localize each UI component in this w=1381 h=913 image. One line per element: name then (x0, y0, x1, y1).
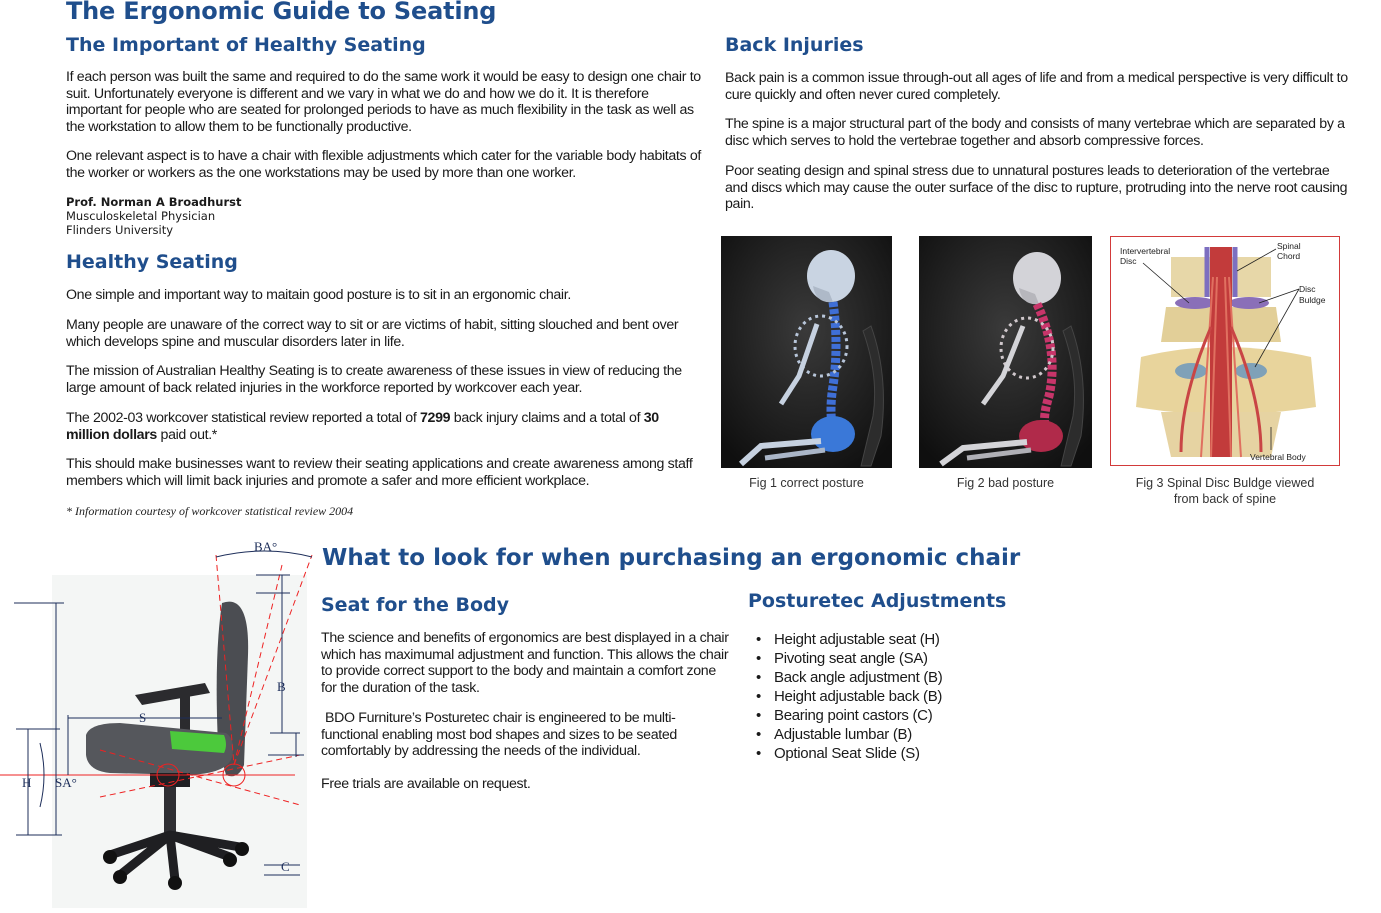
healthy-p4-text-c: back injury claims and a total of (450, 410, 644, 426)
adjustment-item: • Height adjustable seat (H) (752, 630, 1052, 649)
footnote: * Information courtesy of workcover statistical review 2004 (66, 504, 354, 518)
label-castors: C (281, 859, 290, 874)
healthy-paragraph-5: This should make businesses want to review their seating applications and create awareness among staff members which will limit back injuries and promote a safer and more efficient workplace. (66, 456, 693, 489)
adjustment-item: • Adjustable lumbar (B) (752, 725, 1052, 744)
seat-paragraph-2: BDO Furniture’s Posturetec chair is engineered to be multi-functional enabling most bod shapes and sizes to be seated comfortably by addressing the needs of the individual. (321, 710, 677, 759)
label-chord: Chord (1277, 251, 1301, 261)
adjustment-item: • Height adjustable back (B) (752, 687, 1052, 706)
figure-3-caption-line-2: from back of spine (1173, 491, 1277, 506)
spinal-disc-illustration (1111, 237, 1338, 464)
back-paragraph-1: Back pain is a common issue through-out all ages of life and from a medical perspective is very difficult to cure quickly and often never cured completely. (725, 70, 1348, 103)
figure-3-caption (1100, 476, 1350, 507)
healthy-paragraph-2: Many people are unaware of the correct way to sit or are victims of habit, sitting slouched and bent over which develops spine and muscular disorders later in life. (66, 317, 679, 350)
author-org: Flinders University (66, 223, 174, 237)
back-paragraph-3: Poor seating design and spinal stress due to unnatural postures leads to deterioration of the vertebrae and discs which may cause the outer surface of the disc to rupture, protruding into the nerve root causing pain. (725, 163, 1348, 212)
label-buldge: Buldge (1299, 295, 1326, 305)
label-spinal: Spinal (1277, 241, 1301, 251)
figure-correct-posture (721, 236, 892, 468)
author-block (66, 195, 242, 237)
adjustment-item: • Bearing point castors (C) (752, 706, 1052, 725)
adjustment-item: • Back angle adjustment (B) (752, 668, 1052, 687)
adjustment-item: • Pivoting seat angle (SA) (752, 649, 1052, 668)
healthy-heading: Healthy Seating (66, 251, 238, 273)
healthy-paragraph-1: One simple and important way to maitain good posture is to sit in an ergonomic chair. (66, 287, 571, 303)
healthy-paragraph-4 (66, 410, 702, 443)
seat-paragraph-1: The science and benefits of ergonomics are best displayed in a chair which has maximumal adjustment and function. This allows the chair to provide correct support to the body and maintain a comfort zone for the duration of the task. (321, 630, 729, 696)
healthy-payout-amount: 30 million dollars (66, 410, 659, 443)
important-paragraph-1: If each person was built the same and required to do the same work it would be easy to design one chair to suit. Unfortunately everyone is different and we vary in what we do and how we do it. It is therefore important for people who are seated for prolonged periods to have as much flexibility in the task as well as the workstation to allow them to be functionally productive. (66, 69, 701, 135)
bad-posture-illustration (919, 236, 1092, 468)
label-spinal-chord (1277, 241, 1301, 261)
author-name: Prof. Norman A Broadhurst (66, 195, 242, 209)
important-heading: The Important of Healthy Seating (66, 34, 426, 56)
healthy-claims-count: 7299 (420, 410, 451, 426)
seat-heading: Seat for the Body (321, 594, 510, 616)
adjustments-list (752, 630, 1052, 763)
important-paragraph-2: One relevant aspect is to have a chair with flexible adjustments which cater for the variable body habitats of the worker or workers as the one workstations may be used by more than one worker. (66, 148, 701, 181)
back-paragraph-2: The spine is a major structural part of the body and consists of many vertebrae which are separated by a disc which serves to hold the vertebrae together and absorb compressive forces. (725, 116, 1345, 149)
seat-paragraph-3: Free trials are available on request. (321, 776, 531, 792)
label-disc-buldge (1299, 284, 1325, 306)
label-intervertebral: Intervertebral (1120, 246, 1171, 256)
label-disc: Disc (1120, 256, 1137, 266)
author-role: Musculoskeletal Physician (66, 209, 216, 223)
purchase-heading: What to look for when purchasing an ergonomic chair (322, 545, 1021, 571)
label-height: H (22, 775, 32, 790)
page-title: The Ergonomic Guide to Seating (66, 0, 497, 25)
figure-2-caption: Fig 2 bad posture (956, 476, 1055, 490)
figure-1-caption: Fig 1 correct posture (749, 476, 864, 490)
chair-adjustments-illustration (0, 535, 320, 908)
back-heading: Back Injuries (725, 34, 864, 56)
figure-spinal-disc (1110, 236, 1340, 466)
label-seat-angle: SA° (55, 775, 77, 790)
chair-diagram (0, 535, 320, 908)
healthy-paragraph-3: The mission of Australian Healthy Seating is to create awareness of these issues in view of reducing the large amount of back related injuries in the workforce reported by workcover each year. (66, 363, 682, 396)
healthy-p4-text-e: paid out.* (156, 426, 217, 443)
healthy-p4-text-a: The 2002-03 workcover statistical review reported a total of (66, 410, 421, 426)
label-back-angle: BA° (254, 539, 278, 554)
adjustment-item: • Optional Seat Slide (S) (752, 744, 1052, 763)
label-intervertebral-disc (1120, 246, 1170, 266)
label-back-height: B (277, 679, 286, 694)
label-disc-2: Disc (1299, 284, 1316, 294)
figure-3-caption-line-1: Fig 3 Spinal Disc Buldge viewed (1135, 476, 1315, 490)
figure-bad-posture (919, 236, 1092, 468)
label-seat-slide: S (139, 710, 147, 725)
label-vertebral-body: Vertebral Body (1250, 452, 1306, 462)
correct-posture-illustration (721, 236, 892, 468)
adjustments-heading: Posturetec Adjustments (748, 590, 1007, 612)
